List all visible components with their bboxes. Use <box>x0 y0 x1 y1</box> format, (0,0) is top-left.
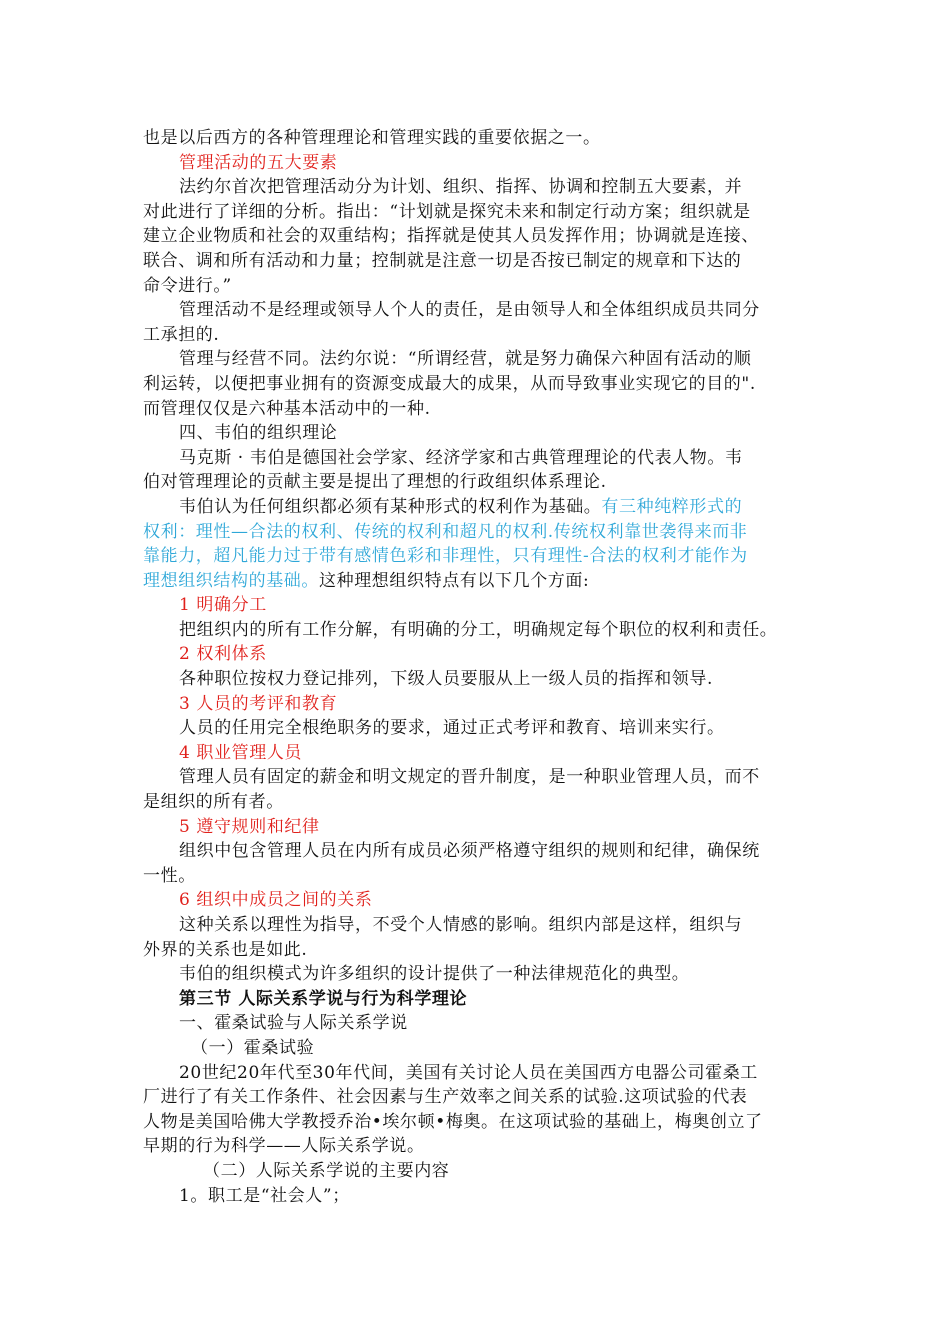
body-line: 管理活动不是经理或领导人个人的责任，是由领导人和全体组织成员共同分 <box>179 300 760 321</box>
list-heading: 1 明确分工 <box>179 595 267 616</box>
subsection-heading: （二）人际关系学说的主要内容 <box>203 1160 450 1181</box>
body-line: 各种职位按权力登记排列，下级人员要服从上一级人员的指挥和领导. <box>179 669 714 690</box>
body-line: 是组织的所有者。 <box>143 792 284 813</box>
subsection-heading: （一）霍桑试验 <box>191 1037 315 1058</box>
body-line: 对此进行了详细的分析。指出：“计划就是探究未来和制定行动方案；组织就是 <box>143 201 751 222</box>
body-line: 工承担的. <box>143 324 220 345</box>
body-line: 命令进行。” <box>143 275 232 296</box>
body-line: 一性。 <box>143 865 196 886</box>
highlighted-text: 有三种纯粹形式的 <box>601 496 743 517</box>
list-heading: 5 遵守规则和纪律 <box>179 816 320 837</box>
body-line: 法约尔首次把管理活动分为计划、组织、指挥、协调和控制五大要素，并 <box>179 177 743 198</box>
body-line: 伯对管理理论的贡献主要是提出了理想的行政组织体系理论. <box>143 472 607 493</box>
body-line: 这种关系以理性为指导，不受个人情感的影响。组织内部是这样，组织与 <box>179 915 743 935</box>
body-line: 利运转，以便把事业拥有的资源变成最大的成果，从而导致事业实现它的目的". <box>143 373 756 394</box>
body-line: 组织中包含管理人员在内所有成员必须严格遵守组织的规则和纪律，确保统 <box>179 841 760 862</box>
body-line: 人物是美国哈佛大学教授乔治•埃尔顿•梅奥。在这项试验的基础上，梅奥创立了 <box>143 1111 763 1132</box>
body-line <box>143 569 813 594</box>
section-heading: 一、霍桑试验与人际关系学说 <box>179 1013 408 1034</box>
list-heading: 2 权利体系 <box>179 644 267 665</box>
body-line: 1。职工是“社会人”； <box>179 1185 350 1206</box>
body-line: 早期的行为科学——人际关系学说。 <box>143 1136 425 1157</box>
list-heading: 4 职业管理人员 <box>179 742 303 763</box>
highlighted-text: 理想组织结构的基础。 <box>143 570 319 591</box>
body-text: 这种理想组织特点有以下几个方面: <box>319 570 590 591</box>
body-line: 人员的任用完全根绝职务的要求，通过正式考评和教育、培训来实行。 <box>179 718 725 739</box>
body-line <box>143 495 813 520</box>
body-line: 而管理仅仅是六种基本活动中的一种. <box>143 398 431 419</box>
body-line: 管理人员有固定的薪金和明文规定的晋升制度，是一种职业管理人员，而不 <box>179 767 760 788</box>
body-line: 20世纪20年代至30年代间，美国有关讨论人员在美国西方电器公司霍桑工 <box>179 1062 758 1083</box>
body-line: 外界的关系也是如此. <box>143 939 308 960</box>
body-line: 联合、调和所有活动和力量；控制就是注意一切是否按已制定的规章和下达的 <box>143 250 742 271</box>
body-line: 管理与经营不同。法约尔说：“所谓经营，就是努力确保六种固有活动的顺 <box>179 349 752 370</box>
highlighted-line: 靠能力，超凡能力过于带有感情色彩和非理性，只有理性-合法的权利才能作为 <box>143 546 748 567</box>
list-heading: 6 组织中成员之间的关系 <box>179 890 373 911</box>
body-line: 韦伯的组织模式为许多组织的设计提供了一种法律规范化的典型。 <box>179 964 690 985</box>
highlighted-line: 权利：理性—合法的权利、传统的权利和超凡的权利.传统权利靠世袭得来而非 <box>143 521 748 542</box>
body-line: 把组织内的所有工作分解，有明确的分工，明确规定每个职位的权利和责任。 <box>179 619 778 640</box>
chapter-section-title: 第三节 人际关系学说与行为科学理论 <box>179 988 468 1009</box>
list-heading: 3 人员的考评和教育 <box>179 693 338 714</box>
body-line: 厂进行了有关工作条件、社会因素与生产效率之间关系的试验.这项试验的代表 <box>143 1087 748 1108</box>
document-page <box>143 126 813 1208</box>
section-heading: 管理活动的五大要素 <box>179 152 338 173</box>
body-line: 也是以后西方的各种管理理论和管理实践的重要依据之一。 <box>143 128 601 148</box>
body-line: 马克斯 · 韦伯是德国社会学家、经济学家和古典管理理论的代表人物。韦 <box>179 447 743 468</box>
body-line: 建立企业物质和社会的双重结构；指挥就是使其人员发挥作用；协调就是连接、 <box>143 226 759 247</box>
body-text: 韦伯认为任何组织都必须有某种形式的权利作为基础。 <box>179 496 602 517</box>
section-heading: 四、韦伯的组织理论 <box>179 423 338 444</box>
